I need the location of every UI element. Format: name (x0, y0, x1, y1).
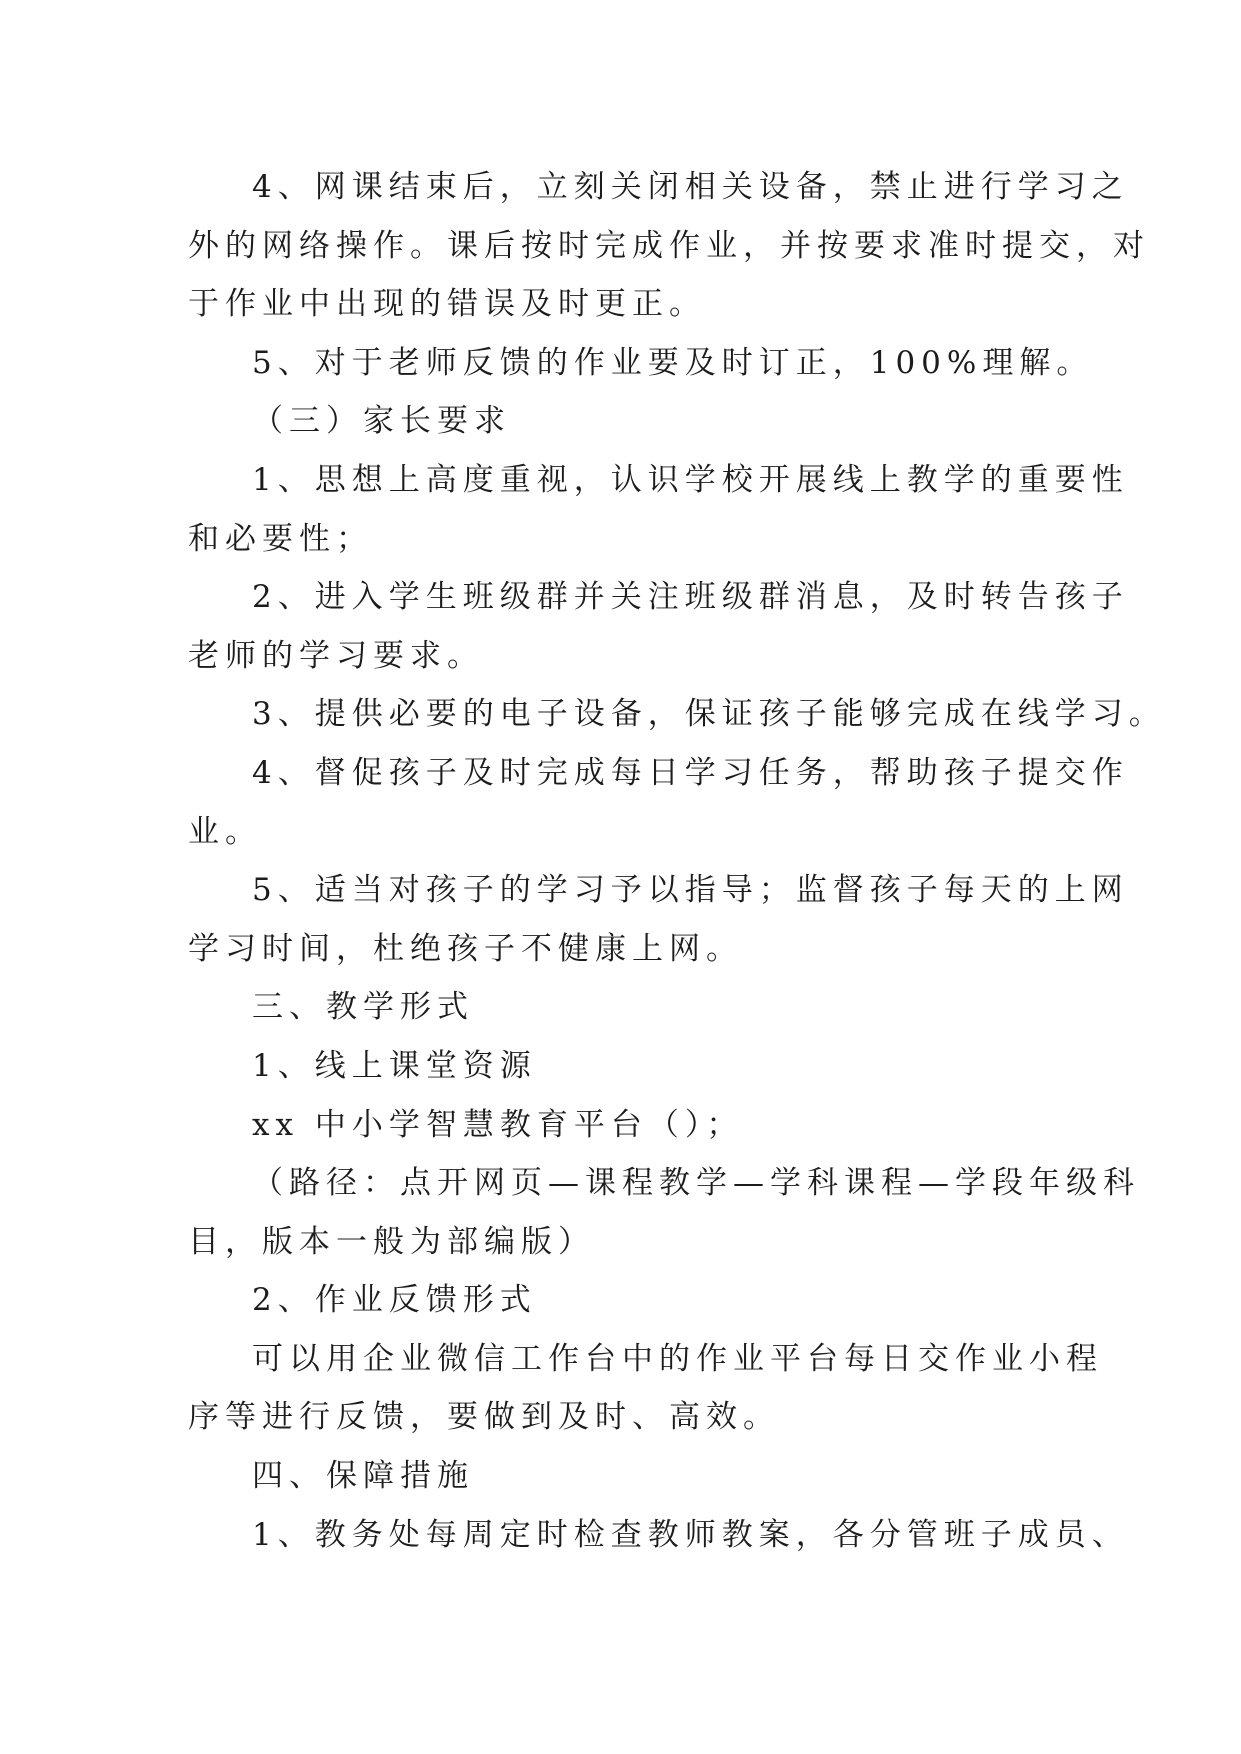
paragraph-line: xx 中小学智慧教育平台（）； (252, 1106, 744, 1143)
paragraph-line: 3、提供必要的电子设备，保证孩子能够完成在线学习。 (252, 696, 1166, 733)
document-body (188, 158, 1166, 1564)
paragraph-line: 4、督促孩子及时完成每日学习任务，帮助孩子提交作 (252, 754, 1129, 791)
section-heading: 四、保障措施 (252, 1458, 474, 1495)
paragraph-line: 1、思想上高度重视，认识学校开展线上教学的重要性 (252, 461, 1129, 498)
paragraph-line: （路径：点开网页—课程教学—学科课程—学段年级科 (252, 1165, 1140, 1202)
paragraph-line: 5、对于老师反馈的作业要及时订正，100%理解。 (252, 344, 1094, 381)
paragraph-line: 1、线上课堂资源 (252, 1047, 537, 1084)
section-heading: （三）家长要求 (252, 403, 511, 440)
paragraph-line: 4、网课结束后，立刻关闭相关设备，禁止进行学习之 (252, 169, 1129, 205)
paragraph-line: 学习时间，杜绝孩子不健康上网。 (188, 930, 743, 967)
paragraph-line: 外的网络操作。课后按时完成作业，并按要求准时提交，对 (188, 227, 1150, 264)
section-heading: 三、教学形式 (252, 989, 474, 1026)
paragraph-line: 1、教务处每周定时检查教师教案，各分管班子成员、 (252, 1516, 1129, 1553)
paragraph-line: 于作业中出现的错误及时更正。 (188, 286, 706, 323)
paragraph-line: 目，版本一般为部编版） (188, 1223, 595, 1260)
paragraph-line: 可以用企业微信工作台中的作业平台每日交作业小程 (252, 1340, 1103, 1377)
paragraph-line: 业。 (188, 813, 262, 850)
paragraph-line: 序等进行反馈，要做到及时、高效。 (188, 1399, 780, 1436)
paragraph-line: 和必要性； (188, 520, 373, 557)
paragraph-line: 2、作业反馈形式 (252, 1282, 537, 1319)
paragraph-line: 2、进入学生班级群并关注班级群消息，及时转告孩子 (252, 579, 1129, 616)
paragraph-line: 5、适当对孩子的学习予以指导；监督孩子每天的上网 (252, 872, 1129, 909)
paragraph-line: 老师的学习要求。 (188, 637, 484, 674)
